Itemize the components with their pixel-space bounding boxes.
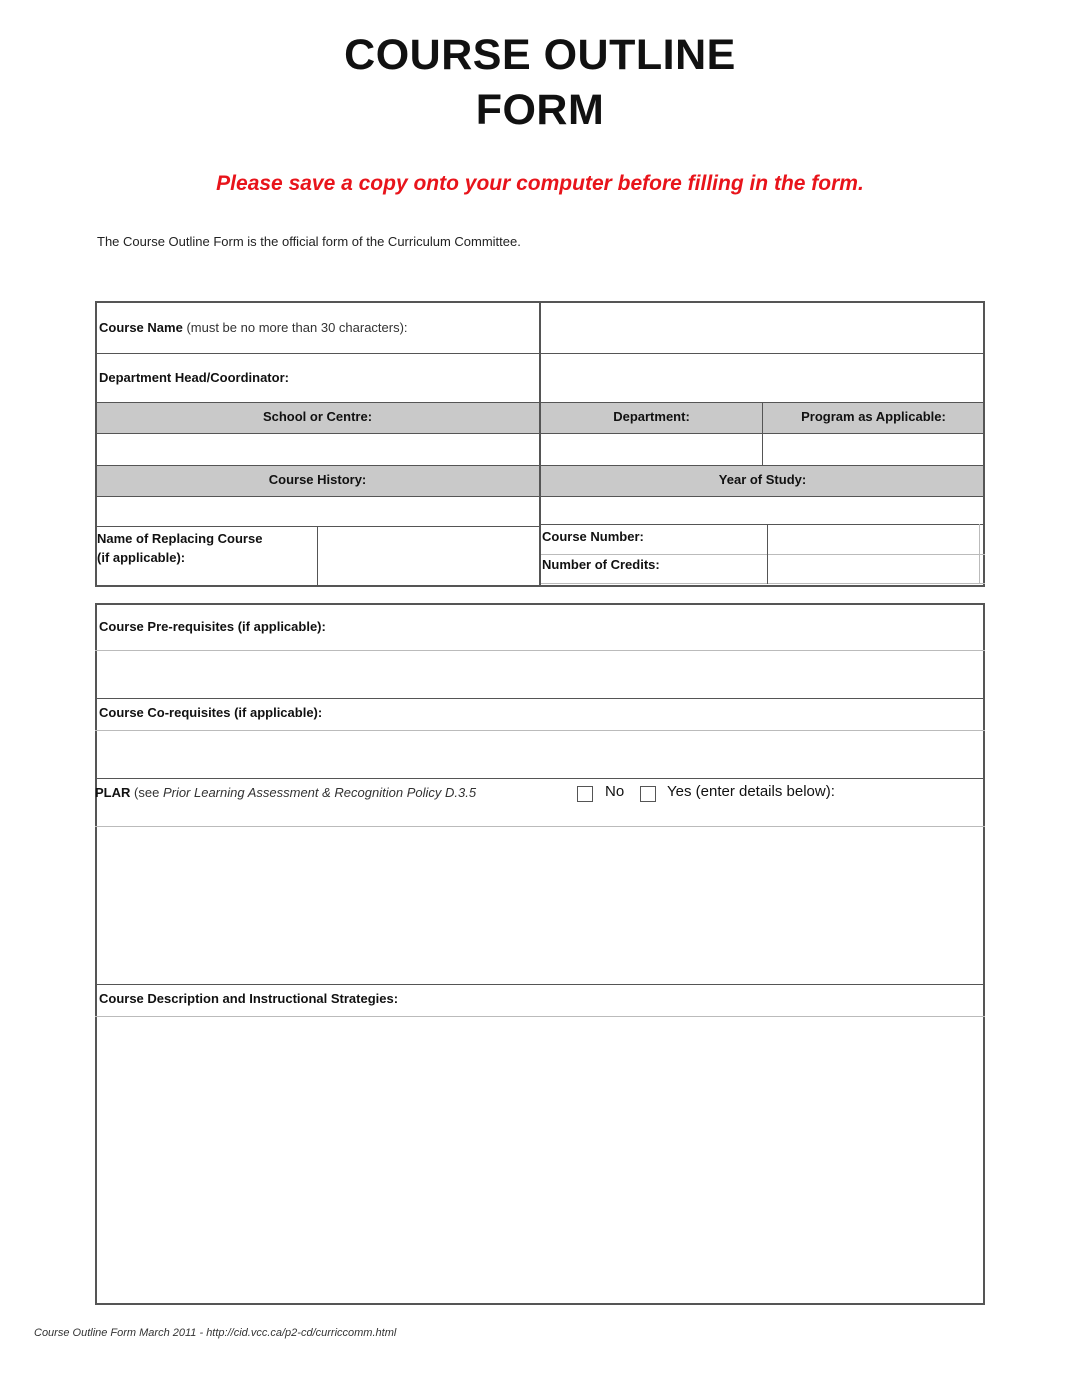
plar-yes-label: Yes (enter details below): <box>667 783 835 800</box>
prereq-label <box>99 619 326 634</box>
plar-label-text: PLAR <box>95 785 131 800</box>
dept-head-label-text: Department Head/Coordinator: <box>99 370 289 385</box>
intro-text: The Course Outline Form is the official form of the Curriculum Committee. <box>97 234 521 249</box>
divider <box>95 698 985 699</box>
plar-no-checkbox[interactable] <box>577 786 593 802</box>
course-name-input[interactable] <box>542 304 983 352</box>
course-number-label-text: Course Number: <box>542 529 644 544</box>
description-label-text: Course Description and Instructional Strategies: <box>99 991 399 1006</box>
divider <box>979 524 980 584</box>
divider <box>540 554 985 555</box>
coreq-label <box>99 705 322 720</box>
course-name-label-text: Course Name <box>99 320 183 335</box>
coreq-input[interactable] <box>97 732 983 777</box>
coreq-label-text: Course Co-requisites (if applicable): <box>99 705 323 720</box>
plar-label <box>95 785 476 800</box>
replacing-course-label-line2: (if applicable): <box>97 550 186 565</box>
program-input[interactable] <box>764 435 983 464</box>
save-warning: Please save a copy onto your computer before filling in the form. <box>216 172 864 195</box>
divider <box>767 524 768 584</box>
replacing-course-label <box>97 529 262 567</box>
prereq-label-text: Course Pre-requisites (if applicable): <box>99 619 326 634</box>
divider <box>95 778 985 779</box>
footer-text: Course Outline Form March 2011 - http://cid.vcc.ca/p2-cd/curriccomm.html <box>34 1327 397 1339</box>
course-history-input[interactable] <box>97 498 538 525</box>
year-of-study-label: Year of Study: <box>718 472 807 487</box>
description-label <box>99 991 398 1006</box>
credits-input[interactable] <box>769 556 978 582</box>
dept-head-label <box>99 370 289 385</box>
replacing-course-input[interactable] <box>319 528 538 586</box>
page-title-line2: FORM <box>475 86 605 134</box>
divider <box>539 301 541 587</box>
plar-no-label: No <box>605 783 625 800</box>
description-input[interactable] <box>97 1018 983 1303</box>
department-label: Department: <box>613 409 690 424</box>
course-number-label <box>542 529 644 544</box>
credits-label <box>542 557 660 572</box>
divider <box>95 826 985 827</box>
divider <box>540 524 985 525</box>
dept-head-input[interactable] <box>542 355 983 401</box>
course-history-label: Course History: <box>268 472 367 487</box>
divider <box>540 583 985 584</box>
plar-details-input[interactable] <box>97 828 983 983</box>
school-label: School or Centre: <box>262 409 373 424</box>
divider <box>95 984 985 985</box>
department-input[interactable] <box>542 435 761 464</box>
replacing-course-label-line1: Name of Replacing Course <box>97 531 263 546</box>
year-of-study-input[interactable] <box>542 498 983 523</box>
divider <box>95 730 985 731</box>
course-name-label <box>99 320 408 335</box>
course-number-input[interactable] <box>769 526 978 553</box>
plar-policy-ref: Prior Learning Assessment & Recognition Policy D.3.5 <box>162 785 477 800</box>
plar-see: (see <box>134 785 160 800</box>
divider <box>95 1016 985 1017</box>
divider <box>95 650 985 651</box>
prereq-input[interactable] <box>97 652 983 697</box>
program-label: Program as Applicable: <box>801 409 946 424</box>
divider <box>317 526 318 587</box>
plar-yes-checkbox[interactable] <box>640 786 656 802</box>
school-input[interactable] <box>97 435 538 464</box>
course-name-note: (must be no more than 30 characters): <box>186 320 408 335</box>
page-title-line1: COURSE OUTLINE <box>344 31 736 79</box>
credits-label-text: Number of Credits: <box>542 557 660 572</box>
